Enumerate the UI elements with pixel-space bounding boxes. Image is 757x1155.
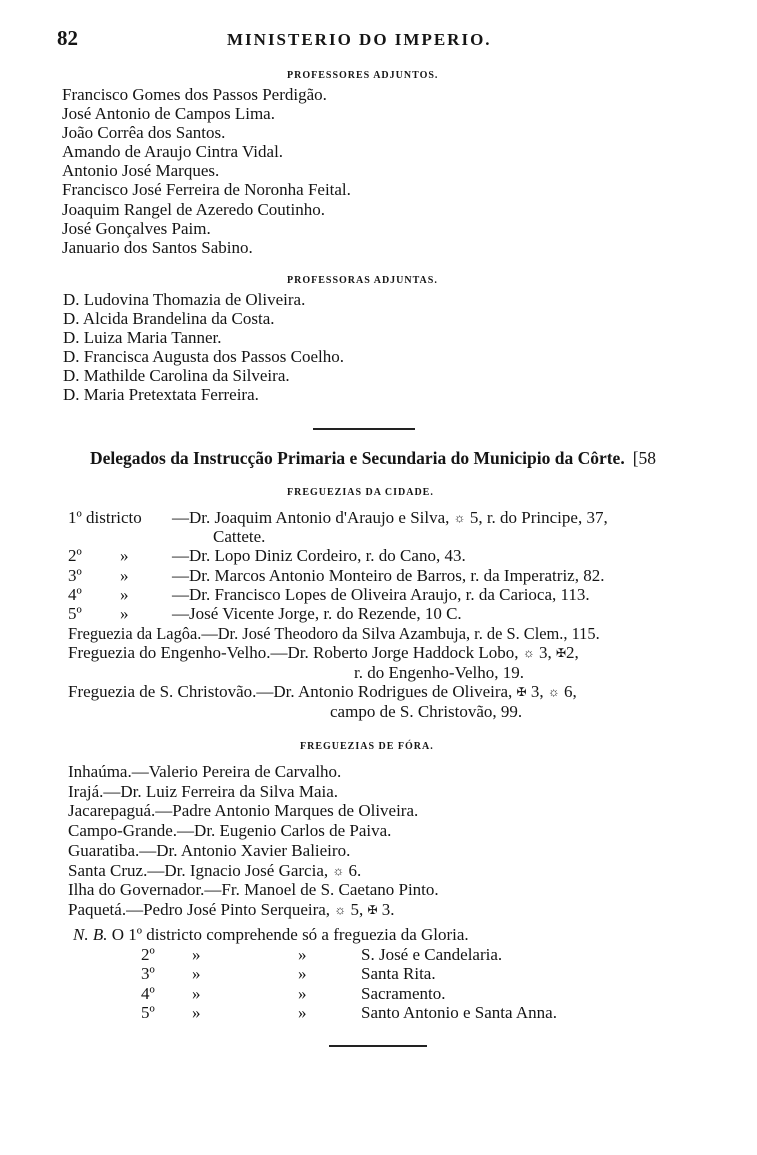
nb-prefix: N. B.: [73, 925, 108, 944]
district-5-entry: —José Vicente Jorge, r. do Rezende, 10 C.: [172, 604, 462, 623]
district-1-entry: [172, 508, 608, 528]
freguezia-engenho-velho: [68, 643, 579, 663]
nb-ordinal: 4º: [141, 984, 155, 1003]
list-item: Francisco José Ferreira de Noronha Feital.: [62, 180, 351, 200]
freguezias-fora-heading: FREGUEZIAS DE FÓRA.: [300, 741, 434, 752]
order-medal-icon: ☼: [547, 684, 560, 699]
ditto-mark: »: [120, 566, 129, 585]
ditto-mark: »: [120, 546, 129, 565]
list-item: Irajá.—Dr. Luiz Ferreira da Silva Maia.: [68, 781, 339, 801]
ditto-mark: »: [298, 1003, 307, 1022]
page-number: 82: [57, 26, 78, 50]
delegados-title-text: Delegados da Instrucção Primaria e Secundaria do Municipio da Côrte.: [90, 448, 625, 468]
ditto-mark: »: [192, 945, 201, 964]
list-item: João Corrêa dos Santos.: [62, 123, 226, 143]
professoras-adjuntas-heading: PROFESSORAS ADJUNTAS.: [287, 275, 438, 286]
freguezias-fora-list: [68, 762, 439, 921]
ditto-mark: »: [192, 1003, 201, 1022]
delegados-title: [90, 448, 656, 469]
engenho-velho-medal-grade: 3,: [538, 643, 552, 662]
professoras-list: [63, 290, 344, 405]
professores-adjuntos-heading: PROFESSORES ADJUNTOS.: [287, 70, 439, 81]
list-item: D. Francisca Augusta dos Passos Coelho.: [63, 347, 344, 367]
district-3-entry: —Dr. Marcos Antonio Monteiro de Barros, r. da Imperatriz, 82.: [172, 566, 605, 585]
list-item: Jacarepaguá.—Padre Antonio Marques de Oliveira.: [68, 801, 419, 821]
engenho-velho-name: Freguezia do Engenho-Velho.—Dr. Roberto Jorge Haddock Lobo,: [68, 643, 519, 662]
section-divider: [329, 1045, 427, 1047]
nb-place: S. José e Candelaria.: [361, 945, 503, 964]
list-item: José Gonçalves Paim.: [62, 218, 211, 238]
ditto-mark: »: [192, 964, 201, 983]
district-1-address: 5, r. do Principe, 37,: [469, 508, 608, 527]
list-item: D. Mathilde Carolina da Silveira.: [63, 366, 290, 386]
order-cross-icon: ✠: [367, 902, 378, 917]
ditto-mark: »: [298, 964, 307, 983]
paqueta-name: Paquetá.—Pedro José Pinto Serqueira,: [68, 899, 331, 919]
nb-first-line: O 1º districto comprehende só a freguezia da Gloria.: [111, 925, 469, 944]
christovao-address: campo de S. Christovão, 99.: [330, 702, 523, 721]
nb-place: Sacramento.: [361, 984, 446, 1003]
nb-ordinal: 3º: [141, 964, 155, 983]
paqueta-medal-grade: 5,: [350, 899, 364, 919]
freguezia-lagoa: Freguezia da Lagôa.—Dr. José Theodoro da Silva Azambuja, r. de S. Clem., 115.: [68, 624, 600, 643]
engenho-velho-address: r. do Engenho-Velho, 19.: [354, 663, 524, 682]
ditto-mark: »: [298, 984, 307, 1003]
running-title: MINISTERIO DO IMPERIO.: [227, 30, 492, 49]
list-item: D. Alcida Brandelina da Costa.: [63, 309, 275, 329]
list-item: Guaratiba.—Dr. Antonio Xavier Balieiro.: [68, 840, 351, 860]
list-item: D. Ludovina Thomazia de Oliveira.: [63, 290, 306, 309]
district-1-label: 1º districto: [68, 508, 142, 527]
santa-cruz-name: Santa Cruz.—Dr. Ignacio José Garcia,: [68, 860, 329, 880]
district-4-label: 4º: [68, 585, 82, 604]
section-divider: [313, 428, 415, 430]
ditto-mark: »: [298, 945, 307, 964]
ditto-mark: »: [192, 984, 201, 1003]
christovao-medal-grade: 6,: [564, 682, 577, 701]
order-medal-icon: ☼: [332, 862, 345, 878]
list-item: Januario dos Santos Sabino.: [62, 237, 253, 257]
professores-list: [62, 85, 351, 257]
district-1-name: —Dr. Joaquim Antonio d'Araujo e Silva,: [172, 508, 450, 527]
district-3-label: 3º: [68, 566, 82, 585]
list-item: Ilha do Governador.—Fr. Manoel de S. Caetano Pinto.: [68, 880, 439, 900]
order-cross-icon: ✠: [555, 646, 567, 660]
paqueta-cross-grade: 3.: [381, 899, 395, 919]
list-item: D. Maria Pretextata Ferreira.: [63, 385, 259, 405]
order-medal-icon: ☼: [453, 510, 466, 525]
nb-place: Santa Rita.: [361, 964, 436, 983]
order-medal-icon: ☼: [522, 645, 535, 660]
santa-cruz-medal-grade: 6.: [348, 860, 362, 880]
list-item: Antonio José Marques.: [62, 161, 220, 181]
christovao-cross-grade: 3,: [530, 682, 544, 701]
freguezia-s-christovao: [68, 682, 577, 702]
ditto-mark: »: [120, 585, 129, 604]
nota-bene: [73, 925, 469, 945]
list-item: Inhaúma.—Valerio Pereira de Carvalho.: [68, 762, 342, 781]
list-item: José Antonio de Campos Lima.: [62, 104, 275, 124]
nb-ordinal: 2º: [141, 945, 155, 964]
christovao-name: Freguezia de S. Christovão.—Dr. Antonio Rodrigues de Oliveira,: [68, 682, 513, 701]
list-item: Joaquim Rangel de Azeredo Coutinho.: [62, 199, 325, 219]
engenho-velho-cross-grade: 2,: [566, 643, 579, 662]
reference-number: [58: [632, 448, 657, 468]
order-medal-icon: ☼: [334, 901, 347, 917]
freguezias-cidade-heading: FREGUEZIAS DA CIDADE.: [287, 487, 434, 498]
list-item: [68, 861, 439, 881]
list-item: Francisco Gomes dos Passos Perdigão.: [62, 85, 327, 104]
district-5-label: 5º: [68, 604, 82, 623]
district-2-entry: —Dr. Lopo Diniz Cordeiro, r. do Cano, 43.: [172, 546, 466, 565]
district-4-entry: —Dr. Francisco Lopes de Oliveira Araujo, r. da Carioca, 113.: [172, 585, 590, 604]
district-2-label: 2º: [68, 546, 82, 565]
list-item: [68, 900, 439, 921]
list-item: Amando de Araujo Cintra Vidal.: [62, 142, 284, 162]
list-item: Campo-Grande.—Dr. Eugenio Carlos de Paiva.: [68, 821, 392, 841]
nb-place: Santo Antonio e Santa Anna.: [361, 1003, 557, 1022]
order-cross-icon: ✠: [516, 685, 527, 699]
list-item: D. Luiza Maria Tanner.: [63, 328, 222, 348]
ditto-mark: »: [120, 604, 129, 623]
nb-ordinal: 5º: [141, 1003, 155, 1022]
district-1-continuation: Cattete.: [213, 527, 266, 546]
